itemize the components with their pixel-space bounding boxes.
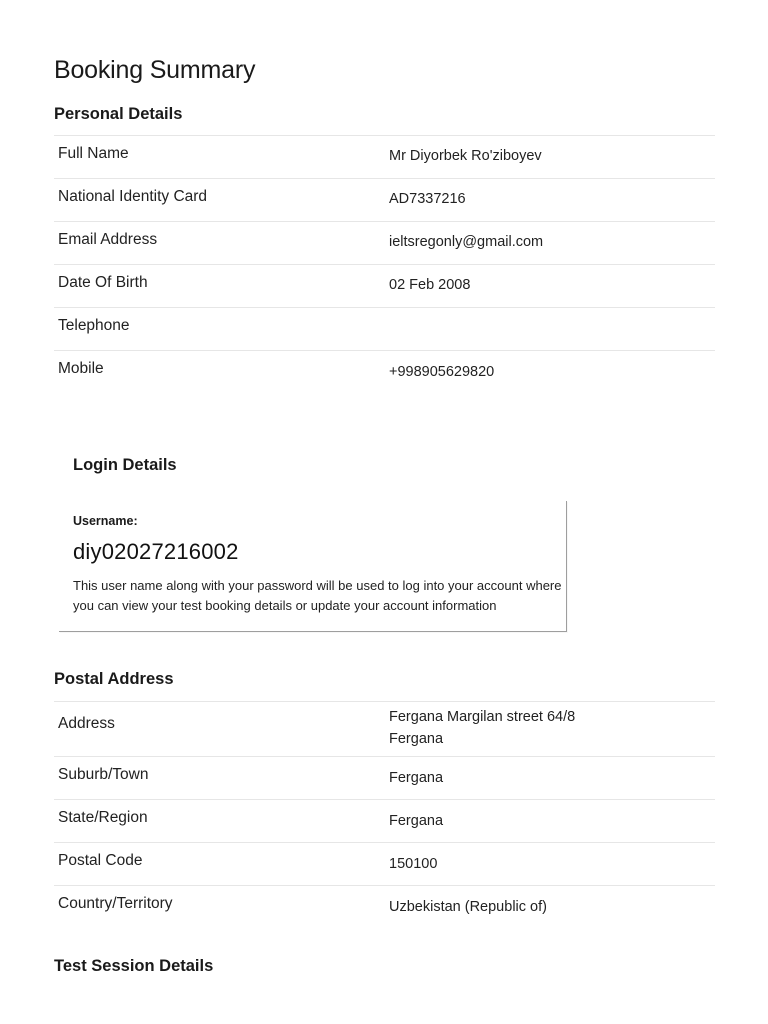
postal-code-value: 150100 [389,856,438,872]
username-label: Username: [73,514,138,528]
postal-address-table [54,701,715,929]
suburb-town-label: Suburb/Town [58,766,149,783]
state-region-label: State/Region [58,809,148,826]
test-session-details-heading: Test Session Details [54,957,214,975]
national-id-label: National Identity Card [58,188,208,205]
postal-code-label: Postal Code [58,852,143,869]
username-value: diy02027216002 [73,539,239,564]
address-line-1: Fergana Margilan street 64/8 [389,709,576,725]
address-value [389,706,575,750]
table-row [54,843,715,886]
table-row [54,179,715,222]
telephone-label: Telephone [58,317,130,334]
table-row [54,136,715,179]
mobile-value: +998905629820 [389,364,495,380]
suburb-town-value: Fergana [389,770,444,786]
table-row [54,757,715,800]
login-details-heading: Login Details [73,456,177,474]
full-name-value: Mr Diyorbek Ro'ziboyev [389,148,542,164]
country-territory-value: Uzbekistan (Republic of) [389,899,547,915]
address-line-2: Fergana [389,731,444,747]
table-row [54,265,715,308]
table-row [54,222,715,265]
postal-address-heading: Postal Address [54,670,174,688]
mobile-label: Mobile [58,360,104,377]
address-label: Address [58,715,115,732]
personal-details-heading: Personal Details [54,105,183,123]
page-title: Booking Summary [54,56,256,84]
table-row [54,886,715,929]
national-id-value: AD7337216 [389,191,466,207]
email-value: ieltsregonly@gmail.com [389,234,544,250]
table-row [54,351,715,394]
email-label: Email Address [58,231,158,248]
personal-details-table [54,135,715,394]
full-name-label: Full Name [58,145,129,162]
state-region-value: Fergana [389,813,444,829]
username-note: This user name along with your password will be used to log into your account where you can view your test booking details or update your account information [73,578,562,613]
table-row [54,800,715,843]
date-of-birth-value: 02 Feb 2008 [389,277,471,293]
country-territory-label: Country/Territory [58,895,173,912]
date-of-birth-label: Date Of Birth [58,274,148,291]
table-row [54,702,715,757]
table-row [54,308,715,351]
login-details-card [59,501,567,632]
